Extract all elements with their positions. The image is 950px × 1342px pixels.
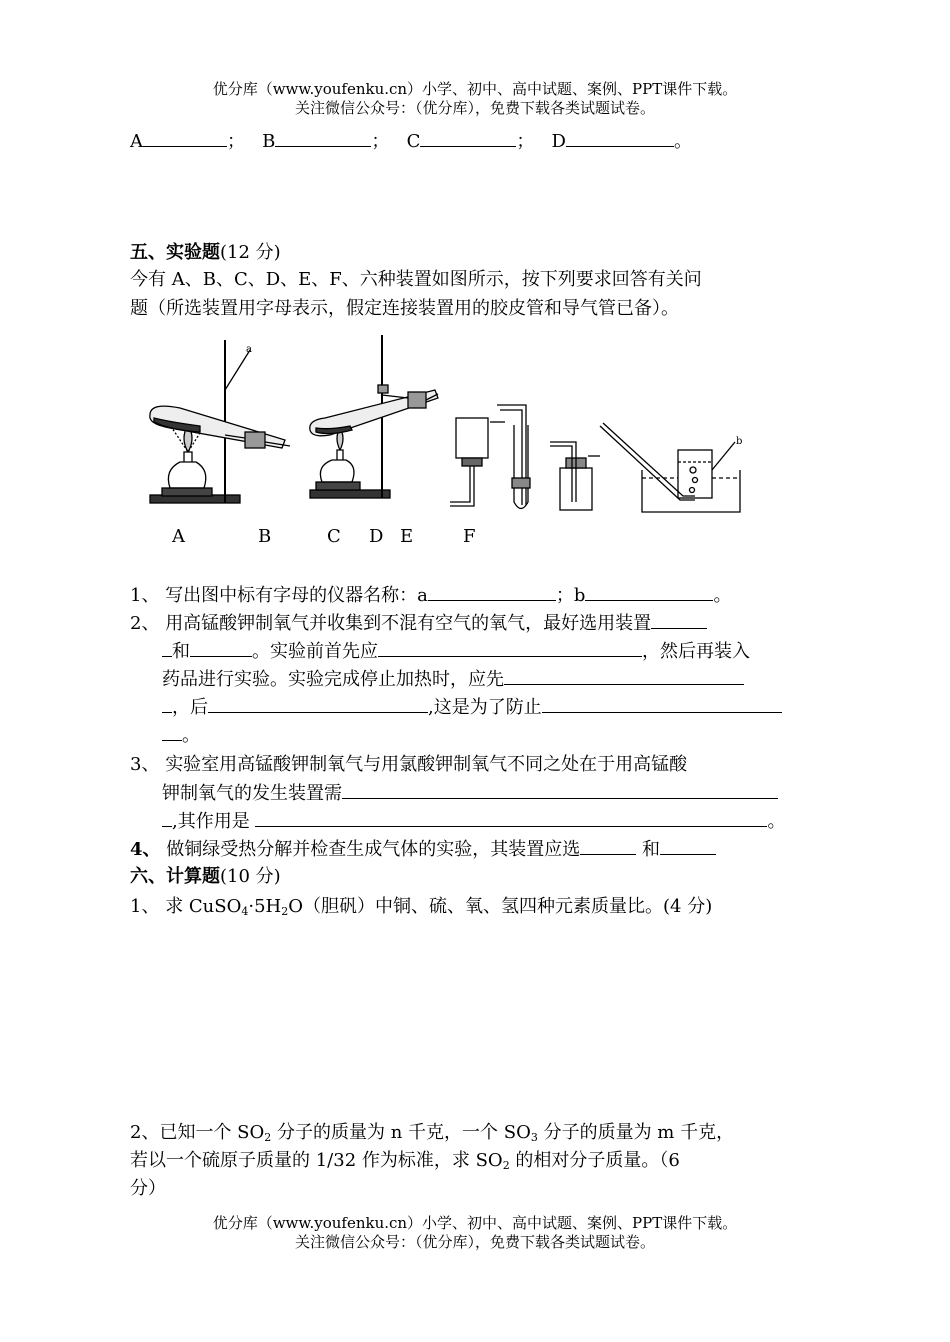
question-2-line-3: 药品进行实验。实验完成停止加热时，应先 [162,666,744,693]
blank-a[interactable] [143,128,227,147]
section5-heading: 五、实验题(12 分) [130,242,281,263]
question-3-line-3: ,其作用是 。 [162,808,785,835]
question-3-line-1: 3、 实验室用高锰酸钾制氧气与用氯酸钾制氧气不同之处在于用高锰酸 [130,754,688,775]
blank-q2-5[interactable] [208,694,428,713]
apparatus-e [450,418,488,506]
apparatus-figure [140,330,760,525]
apparatus-trough [600,423,742,512]
section6-heading: 六、计算题(10 分) [130,866,281,887]
apparatus-ab [150,340,290,503]
blank-q4-1[interactable] [580,836,636,855]
label-small-b: b [736,436,743,447]
figure-label-c: C [327,526,341,547]
blank-q1-b[interactable] [585,582,713,601]
calc-question-2-line-1: 2、已知一个 $SO_2$ 分子的质量为 n 千克，一个 $SO_3$ 分子的质量为 m 千克， [130,1122,735,1144]
blank-b[interactable] [275,128,371,147]
figure-label-d: D [369,526,384,547]
footer-line-1: 优分库（www.youfenku.cn）小学、初中、高中试题、案例、PPT课件下载。 [212,1214,738,1232]
header-line-1: 优分库（www.youfenku.cn）小学、初中、高中试题、案例、PPT课件下载。 [212,80,738,98]
blank-q2-6[interactable] [542,694,782,713]
blank-q2-2[interactable] [190,638,252,657]
apparatus-bottle [550,442,600,510]
blank-d[interactable] [566,128,674,147]
blank-c[interactable] [420,128,516,147]
question-4: 4、 做铜绿受热分解并检查生成气体的实验，其装置应选 和 [130,836,716,863]
figure-label-a: A [172,526,185,547]
section5-intro-1: 今有 A、B、C、D、E、F、六种装置如图所示，按下列要求回答有关问 [130,269,702,290]
calc-question-1: 1、 求 $CuSO_4\cdot 5H_2O$（胆矾）中铜、硫、氧、氢四种元素质量比。(4 分) [130,896,713,918]
blank-q3-1[interactable] [342,780,778,799]
figure-label-b: B [258,526,272,547]
label-small-a: a [246,344,252,355]
question-1: 1、 写出图中标有字母的仪器名称：a ；b 。 [130,582,731,609]
blank-q2-3[interactable] [378,638,642,657]
blank-q3-2[interactable] [255,808,767,827]
apparatus-f [490,405,530,509]
apparatus-cd [310,335,438,498]
figure-label-e: E [400,526,414,547]
top-answer-row: A ； B ； C ； D 。 [130,128,692,155]
footer-line-2: 关注微信公众号：（优分库），免费下载各类试题试卷。 [294,1233,655,1251]
question-2-line-4: ，后 ,这是为了防止 [162,694,782,721]
figure-label-f: F [463,526,476,547]
calc-question-2-line-3: 分） [130,1178,166,1199]
header-line-2: 关注微信公众号：（优分库），免费下载各类试题试卷。 [294,99,655,117]
blank-q2-1[interactable] [651,610,707,629]
calc-question-2-line-2: 若以一个硫原子质量的 1/32 作为标准，求 $SO_2$ 的相对分子质量。（6 [130,1150,680,1172]
question-2-line-2: 和 。实验前首先应 ，然后再装入 [162,638,750,665]
blank-q4-2[interactable] [660,836,716,855]
section5-intro-2: 题（所选装置用字母表示，假定连接装置用的胶皮管和导气管已备）。 [130,298,679,319]
question-2-line-1: 2、 用高锰酸钾制氧气并收集到不混有空气的氧气，最好选用装置 [130,610,707,637]
question-2-line-5: 。 [162,722,200,749]
question-3-line-2: 钾制氧气的发生装置需 [162,780,778,807]
blank-q1-a[interactable] [428,582,556,601]
blank-q2-4[interactable] [504,666,744,685]
